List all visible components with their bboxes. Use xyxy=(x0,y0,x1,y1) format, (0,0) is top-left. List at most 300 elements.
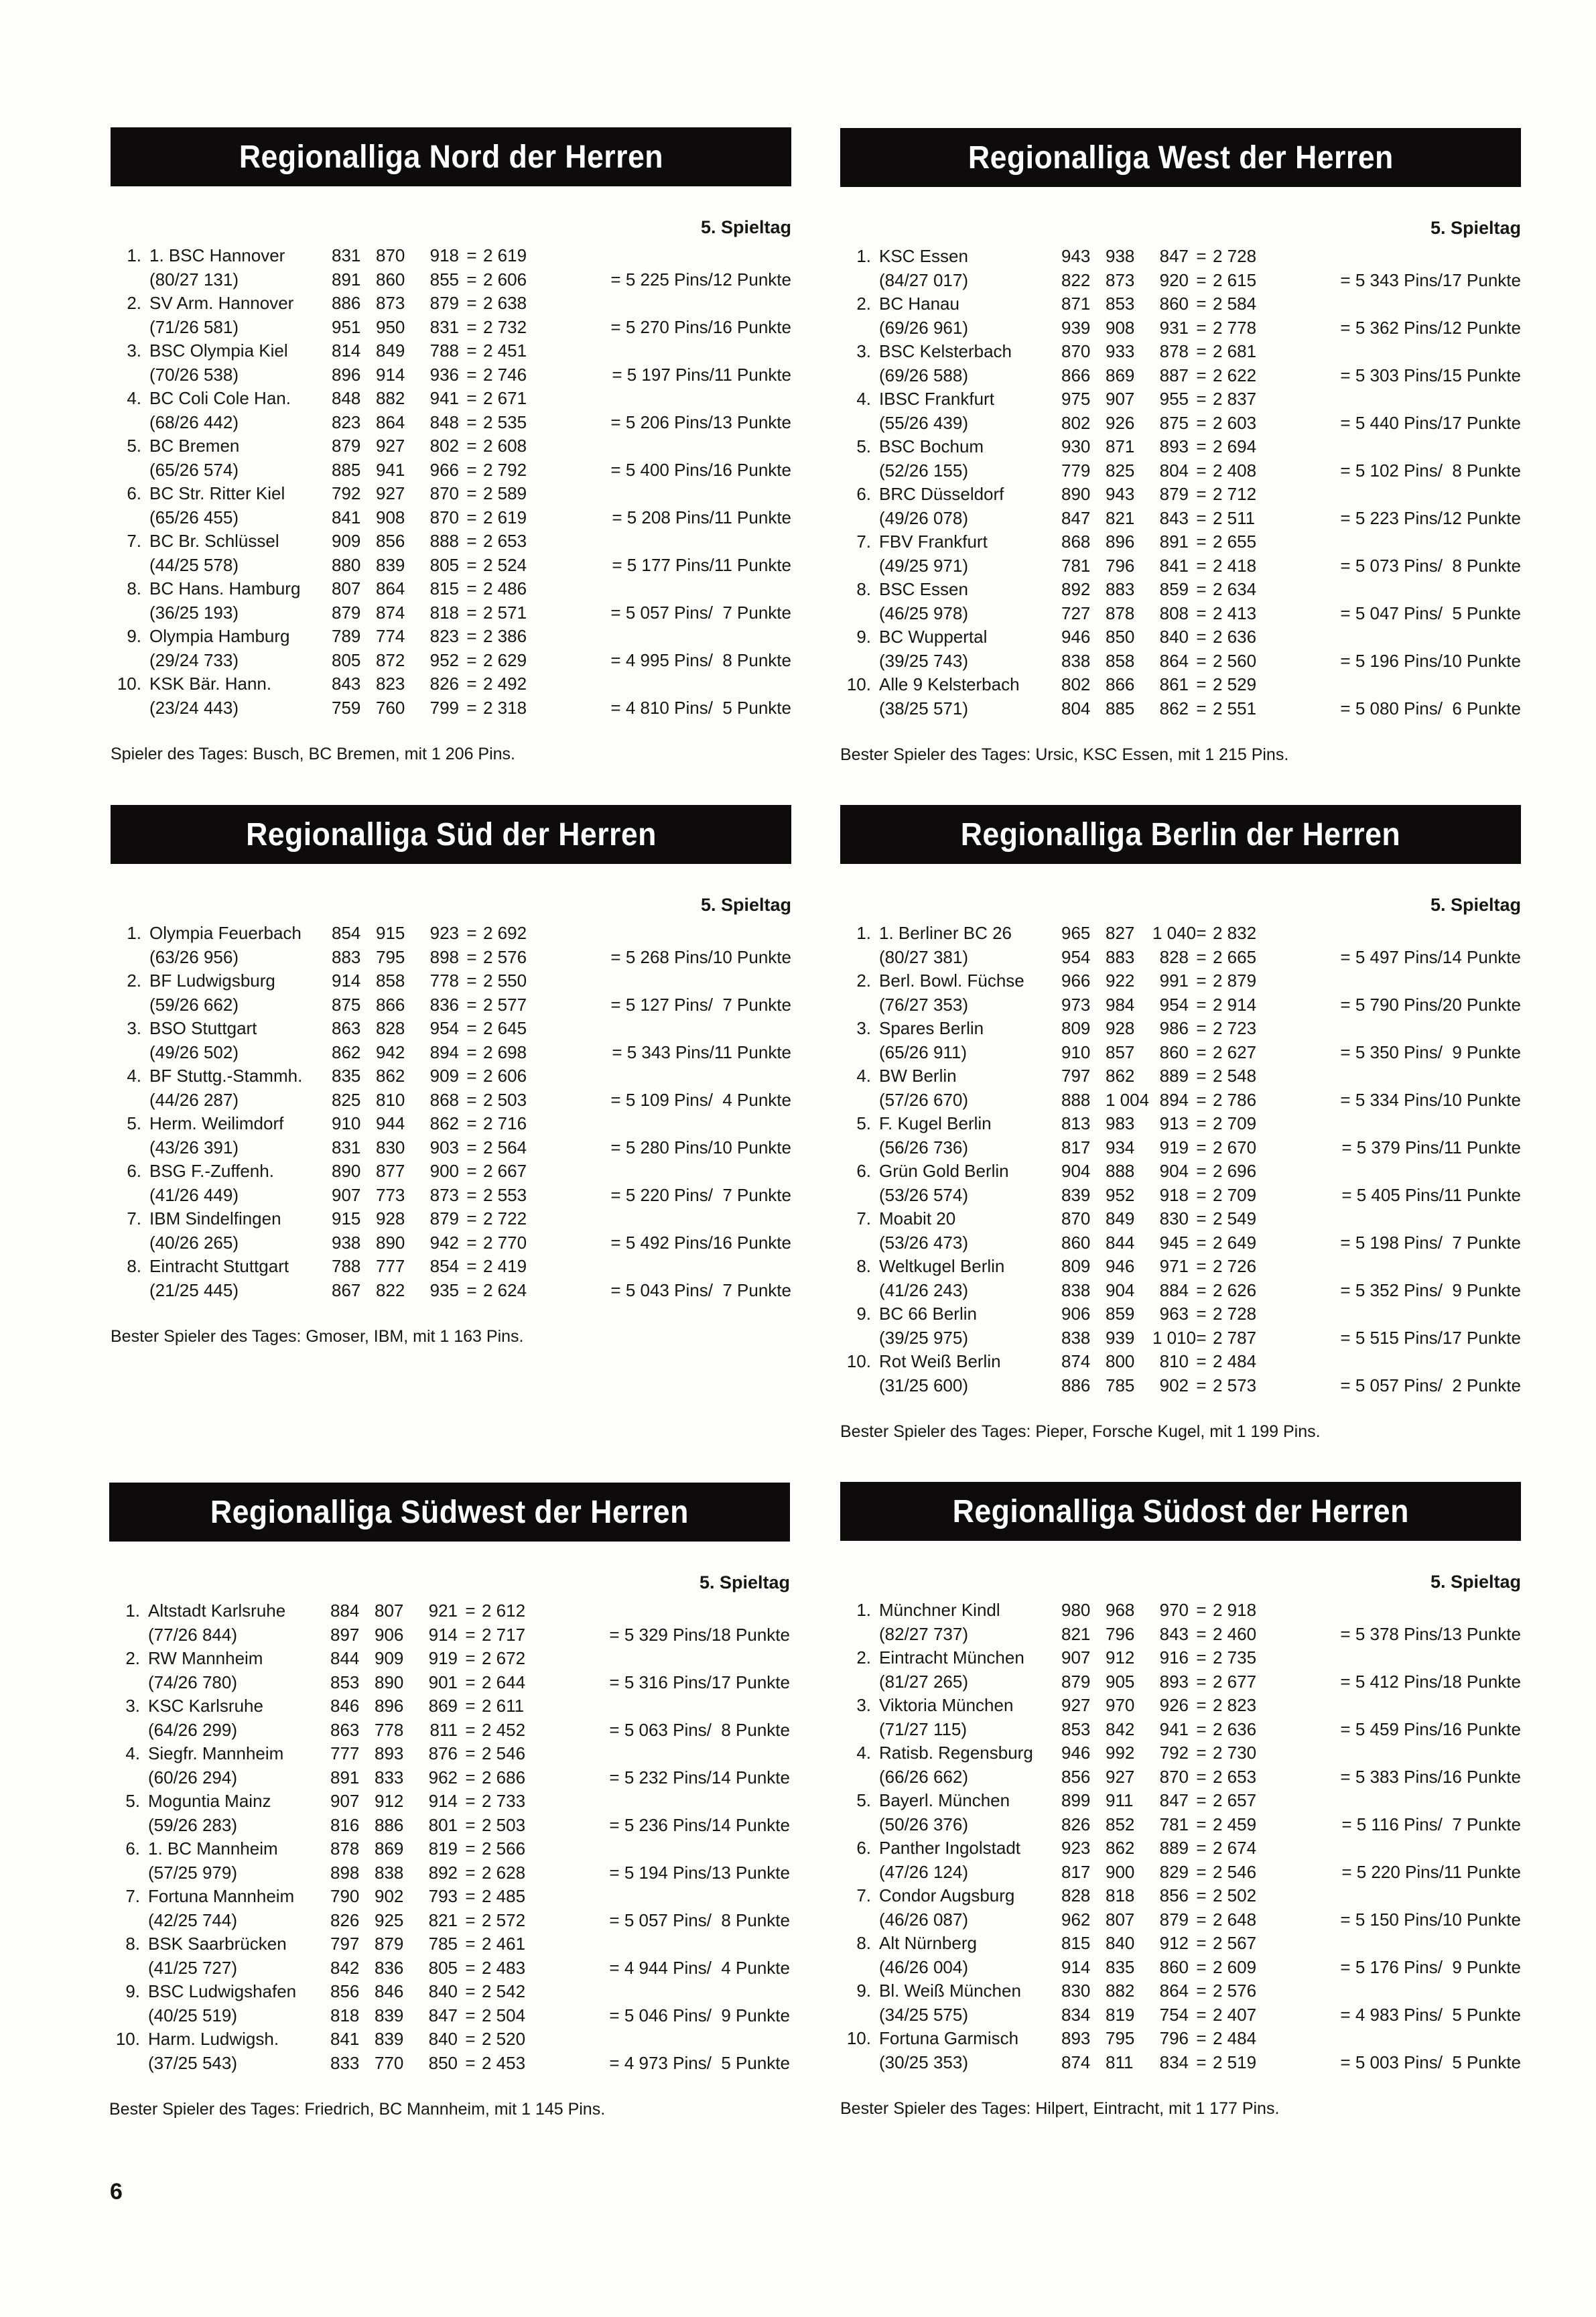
table-row xyxy=(840,1279,1521,1303)
equals-sign: = xyxy=(1196,970,1207,991)
game2-cell: 807 xyxy=(375,1601,404,1621)
rank-cell xyxy=(840,554,879,578)
game1-cell: 804 xyxy=(1061,698,1091,718)
sum-cell: 2 603 xyxy=(1213,412,1257,433)
team-cell: Olympia Feuerbach xyxy=(149,923,302,943)
rank-cell: 2. xyxy=(127,970,141,991)
sum-cell: 2 619 xyxy=(483,507,527,527)
total-cell xyxy=(531,1980,790,2004)
game3-cell: 903 xyxy=(429,1137,459,1157)
team-cell: Siegfr. Mannheim xyxy=(148,1743,284,1763)
table-row xyxy=(109,2027,790,2052)
team-cell: (59/26 662) xyxy=(149,994,239,1015)
team-cell: (49/25 971) xyxy=(879,555,968,576)
game2-cell: 890 xyxy=(375,1672,404,1692)
sum-cell: 2 879 xyxy=(1213,970,1257,991)
rank-cell: 7. xyxy=(856,1885,871,1905)
game1-cell: 805 xyxy=(332,649,361,670)
rank-cell: 10. xyxy=(846,2028,871,2048)
sum-cell: 2 672 xyxy=(482,1648,526,1668)
section-sued xyxy=(111,805,791,1348)
total-cell xyxy=(1262,1302,1521,1326)
sum-cell: 2 698 xyxy=(483,1042,527,1062)
table-row xyxy=(111,625,791,649)
table-row xyxy=(840,1670,1521,1694)
results-table xyxy=(840,1599,1521,2074)
equals-sign: = xyxy=(466,412,477,432)
sum-cell: 2 318 xyxy=(483,697,527,718)
rank-cell: 3. xyxy=(127,340,141,361)
game2-cell: 866 xyxy=(376,994,405,1015)
equals-sign: = xyxy=(465,1909,476,1930)
game1-cell: 863 xyxy=(330,1719,360,1740)
table-row xyxy=(111,482,791,506)
game3-cell: 828 xyxy=(1159,946,1189,967)
equals-sign: = xyxy=(466,1279,477,1300)
rank-cell xyxy=(840,2051,879,2075)
game2-cell: 842 xyxy=(1106,1718,1135,1739)
total-cell: = 5 197 Pins/11 Punkte xyxy=(612,364,791,385)
table-row xyxy=(840,364,1521,388)
game3-cell: 898 xyxy=(429,946,459,967)
game3-cell: 810 xyxy=(1159,1351,1189,1371)
rank-cell xyxy=(840,649,879,674)
total-cell xyxy=(531,1932,790,1956)
team-cell: Rot Weiß Berlin xyxy=(879,1351,1001,1371)
equals-sign: = xyxy=(466,602,477,623)
equals-sign: = xyxy=(465,2029,476,2049)
equals-sign: = xyxy=(465,1838,476,1859)
total-cell xyxy=(531,1647,790,1671)
table-row xyxy=(840,673,1521,697)
game2-cell: 760 xyxy=(376,697,405,718)
team-cell: Alle 9 Kelsterbach xyxy=(879,674,1020,694)
total-cell xyxy=(533,577,791,601)
game3-cell: 847 xyxy=(428,2005,458,2025)
table-row xyxy=(109,1647,790,1671)
game2-cell: 857 xyxy=(1106,1042,1135,1062)
equals-sign: = xyxy=(466,970,477,991)
team-cell: (50/26 376) xyxy=(879,1814,968,1834)
total-cell: = 4 810 Pins/ 5 Punkte xyxy=(610,697,791,718)
total-cell xyxy=(1262,1017,1521,1041)
equals-sign: = xyxy=(466,1042,477,1062)
game1-cell: 856 xyxy=(1061,1766,1091,1787)
sum-cell: 2 696 xyxy=(1213,1161,1257,1181)
results-table xyxy=(109,1599,790,2075)
game3-cell: 840 xyxy=(428,1981,458,2001)
matchday-label: 5. Spieltag xyxy=(700,217,791,237)
equals-sign: = xyxy=(466,1089,477,1110)
game3-cell: 841 xyxy=(1159,555,1189,576)
game2-cell: 807 xyxy=(1106,1909,1135,1930)
sum-cell: 2 674 xyxy=(1213,1838,1257,1858)
total-cell xyxy=(1262,292,1521,316)
sum-cell: 2 778 xyxy=(1213,317,1257,338)
sum-cell: 2 730 xyxy=(1213,1743,1257,1763)
game3-cell: 919 xyxy=(1159,1137,1189,1157)
game2-cell: 896 xyxy=(375,1696,404,1716)
game1-cell: 907 xyxy=(330,1791,360,1811)
total-cell: = 5 378 Pins/13 Punkte xyxy=(1340,1623,1521,1644)
team-cell: FBV Frankfurt xyxy=(879,531,988,552)
game2-cell: 777 xyxy=(376,1256,405,1276)
sum-cell: 2 918 xyxy=(1213,1600,1257,1620)
total-cell: = 5 003 Pins/ 5 Punkte xyxy=(1340,2052,1521,2072)
total-cell: = 5 412 Pins/18 Punkte xyxy=(1340,1671,1521,1692)
game3-cell: 902 xyxy=(1159,1375,1189,1395)
total-cell xyxy=(533,969,791,993)
results-table xyxy=(111,244,791,720)
equals-sign: = xyxy=(466,649,477,670)
game2-cell: 869 xyxy=(1106,365,1135,385)
rank-cell: 8. xyxy=(127,578,141,599)
team-cell: Viktoria München xyxy=(879,1695,1014,1715)
equals-sign: = xyxy=(465,1672,476,1692)
game2-cell: 992 xyxy=(1106,1743,1135,1763)
game1-cell: 898 xyxy=(330,1862,360,1883)
game3-cell: 811 xyxy=(429,1719,458,1740)
game3-cell: 879 xyxy=(429,293,459,313)
rank-cell: 1. xyxy=(127,245,141,265)
equals-sign: = xyxy=(466,1208,477,1229)
game1-cell: 814 xyxy=(332,340,361,361)
team-cell: (80/27 381) xyxy=(879,946,968,967)
table-row xyxy=(111,529,791,554)
team-cell: (44/25 578) xyxy=(149,554,239,575)
total-cell: = 5 057 Pins/ 8 Punkte xyxy=(609,1909,790,1930)
game1-cell: 883 xyxy=(332,946,361,967)
team-cell: BSG F.-Zuffenh. xyxy=(149,1161,274,1181)
game2-cell: 785 xyxy=(1106,1375,1135,1395)
game3-cell: 962 xyxy=(428,1767,458,1788)
section-title: Regionalliga West der Herren xyxy=(968,139,1394,176)
rank-cell: 4. xyxy=(127,388,141,408)
game1-cell: 892 xyxy=(1061,579,1091,599)
rank-cell: 2. xyxy=(856,970,871,991)
game2-cell: 870 xyxy=(376,245,405,265)
total-cell xyxy=(533,625,791,649)
team-cell: SV Arm. Hannover xyxy=(149,293,294,313)
game1-cell: 910 xyxy=(332,1113,361,1133)
team-cell: BW Berlin xyxy=(879,1066,957,1086)
rank-cell xyxy=(109,1909,148,1933)
rank-cell xyxy=(111,1041,149,1065)
equals-sign: = xyxy=(466,1184,477,1205)
rank-cell xyxy=(111,458,149,483)
table-row xyxy=(840,1207,1521,1231)
sum-cell: 2 636 xyxy=(1213,1718,1257,1739)
team-cell: 1. Berliner BC 26 xyxy=(879,923,1012,943)
equals-sign: = xyxy=(1196,1161,1207,1181)
game1-cell: 833 xyxy=(330,2052,360,2073)
team-cell: (46/26 087) xyxy=(879,1909,968,1930)
sum-cell: 2 649 xyxy=(1213,1232,1257,1253)
game1-cell: 727 xyxy=(1061,603,1091,623)
equals-sign: = xyxy=(1196,1790,1207,1810)
total-cell: = 5 046 Pins/ 9 Punkte xyxy=(609,2005,790,2025)
rank-cell xyxy=(111,1279,149,1303)
game3-cell: 805 xyxy=(428,1957,458,1978)
table-row xyxy=(109,2004,790,2028)
sum-cell: 2 419 xyxy=(483,1256,527,1276)
game2-cell: 886 xyxy=(375,1814,404,1835)
game3-cell: 860 xyxy=(1159,1956,1189,1977)
total-cell xyxy=(531,2027,790,2052)
team-cell: (42/25 744) xyxy=(148,1909,237,1930)
matchday-label: 5. Spieltag xyxy=(699,1572,790,1592)
total-cell xyxy=(1262,1160,1521,1184)
table-row xyxy=(840,1184,1521,1208)
table-row xyxy=(840,1160,1521,1184)
sum-cell: 2 629 xyxy=(483,649,527,670)
rank-cell xyxy=(840,507,879,531)
game2-cell: 839 xyxy=(376,554,405,575)
team-cell: BRC Düsseldorf xyxy=(879,484,1004,504)
sum-cell: 2 709 xyxy=(1213,1113,1257,1133)
best-player-note: Bester Spieler des Tages: Hilpert, Eintracht, mit 1 177 Pins. xyxy=(840,2099,1280,2118)
game2-cell: 853 xyxy=(1106,294,1135,314)
game3-cell: 971 xyxy=(1159,1256,1189,1276)
sum-cell: 2 653 xyxy=(483,531,527,551)
rank-cell: 7. xyxy=(127,1208,141,1229)
table-row xyxy=(109,1885,790,1909)
team-cell: (69/26 588) xyxy=(879,365,968,385)
results-table xyxy=(111,922,791,1302)
sum-cell: 2 692 xyxy=(483,923,527,943)
rank-cell xyxy=(840,459,879,483)
equals-sign: = xyxy=(1196,1232,1207,1253)
equals-sign: = xyxy=(1196,1695,1207,1715)
equals-sign: = xyxy=(1196,1137,1207,1157)
team-cell: (44/26 287) xyxy=(149,1089,239,1110)
sum-cell: 2 645 xyxy=(483,1018,527,1038)
total-cell xyxy=(1262,1646,1521,1670)
game2-cell: 968 xyxy=(1106,1600,1135,1620)
game1-cell: 853 xyxy=(1061,1718,1091,1739)
rank-cell xyxy=(111,268,149,292)
team-cell: Ratisb. Regensburg xyxy=(879,1743,1033,1763)
game1-cell: 809 xyxy=(1061,1018,1091,1038)
rank-cell xyxy=(840,316,879,340)
equals-sign: = xyxy=(1196,1089,1207,1110)
game2-cell: 864 xyxy=(376,578,405,599)
table-row xyxy=(840,2051,1521,2075)
rank-cell: 3. xyxy=(856,1695,871,1715)
team-cell: (36/25 193) xyxy=(149,602,239,623)
game2-cell: 942 xyxy=(376,1042,405,1062)
game2-cell: 872 xyxy=(376,649,405,670)
team-cell: BC Wuppertal xyxy=(879,627,988,647)
team-cell: BC 66 Berlin xyxy=(879,1304,977,1324)
sum-cell: 2 732 xyxy=(483,316,527,337)
matchday-label: 5. Spieltag xyxy=(700,895,791,915)
total-cell xyxy=(1262,483,1521,507)
game2-cell: 946 xyxy=(1106,1256,1135,1276)
table-row xyxy=(111,458,791,483)
total-cell xyxy=(533,1207,791,1231)
total-cell: = 5 236 Pins/14 Punkte xyxy=(609,1814,790,1835)
total-cell: = 5 223 Pins/12 Punkte xyxy=(1340,507,1521,528)
table-row xyxy=(111,1017,791,1041)
rank-cell xyxy=(840,1041,879,1065)
team-cell: (57/25 979) xyxy=(148,1862,237,1883)
rank-cell xyxy=(111,411,149,435)
sum-cell: 2 407 xyxy=(1213,2004,1257,2025)
total-cell: = 4 995 Pins/ 8 Punkte xyxy=(610,649,791,670)
table-row xyxy=(840,1623,1521,1647)
game1-cell: 841 xyxy=(332,507,361,527)
game3-cell: 754 xyxy=(1159,2004,1189,2025)
game2-cell: 888 xyxy=(1106,1161,1135,1181)
game3-cell: 818 xyxy=(429,602,459,623)
total-cell: = 5 057 Pins/ 2 Punkte xyxy=(1340,1375,1521,1395)
total-cell: = 5 177 Pins/11 Punkte xyxy=(612,554,791,575)
table-row xyxy=(840,1741,1521,1765)
game3-cell: 954 xyxy=(429,1018,459,1038)
game1-cell: 879 xyxy=(1061,1671,1091,1692)
rank-cell xyxy=(111,554,149,578)
game2-cell: 862 xyxy=(1106,1838,1135,1858)
total-cell: = 4 983 Pins/ 5 Punkte xyxy=(1340,2004,1521,2025)
table-row xyxy=(840,1374,1521,1398)
total-cell: = 5 073 Pins/ 8 Punkte xyxy=(1340,555,1521,576)
equals-sign: = xyxy=(1196,1838,1207,1858)
equals-sign: = xyxy=(1196,555,1207,576)
game1-cell: 802 xyxy=(1061,674,1091,694)
team-cell: IBSC Frankfurt xyxy=(879,389,994,409)
sum-cell: 2 723 xyxy=(1213,1018,1257,1038)
game1-cell: 831 xyxy=(332,245,361,265)
equals-sign: = xyxy=(1196,1113,1207,1133)
team-cell: Fortuna Mannheim xyxy=(148,1886,295,1906)
game1-cell: 856 xyxy=(330,1981,360,2001)
team-cell: (63/26 956) xyxy=(149,946,239,967)
section-title: Regionalliga Südost der Herren xyxy=(952,1493,1409,1529)
game1-cell: 886 xyxy=(332,293,361,313)
equals-sign: = xyxy=(465,1648,476,1668)
game1-cell: 888 xyxy=(1061,1089,1091,1110)
total-cell xyxy=(531,1742,790,1766)
equals-sign: = xyxy=(465,1696,476,1716)
rank-cell: 5. xyxy=(127,436,141,456)
game2-cell: 928 xyxy=(376,1208,405,1229)
game1-cell: 862 xyxy=(332,1042,361,1062)
table-row xyxy=(840,1017,1521,1041)
rank-cell xyxy=(840,1374,879,1398)
game1-cell: 779 xyxy=(1061,460,1091,481)
team-cell: RW Mannheim xyxy=(148,1648,263,1668)
equals-sign: = xyxy=(1196,484,1207,504)
table-row xyxy=(111,601,791,625)
total-cell: = 5 109 Pins/ 4 Punkte xyxy=(610,1089,791,1110)
rank-cell xyxy=(840,1908,879,1932)
game2-cell: 810 xyxy=(376,1089,405,1110)
total-cell: = 5 270 Pins/16 Punkte xyxy=(610,316,791,337)
game1-cell: 897 xyxy=(330,1624,360,1645)
sum-cell: 2 615 xyxy=(1213,269,1257,290)
game2-cell: 883 xyxy=(1106,579,1135,599)
equals-sign: = xyxy=(465,1791,476,1811)
total-cell xyxy=(1262,1789,1521,1813)
game1-cell: 835 xyxy=(332,1066,361,1086)
game2-cell: 795 xyxy=(376,946,405,967)
game1-cell: 844 xyxy=(330,1648,360,1668)
rank-cell: 3. xyxy=(856,1018,871,1038)
rank-cell xyxy=(840,993,879,1017)
team-cell: BSC Ludwigshafen xyxy=(148,1981,297,2001)
equals-sign: = xyxy=(1196,389,1207,409)
game2-cell: 882 xyxy=(376,388,405,408)
team-cell: 1. BC Mannheim xyxy=(148,1838,278,1859)
game3-cell: 879 xyxy=(429,1208,459,1229)
team-cell: (80/27 131) xyxy=(149,269,239,290)
equals-sign: = xyxy=(466,697,477,718)
rank-cell xyxy=(840,602,879,626)
rank-cell xyxy=(840,412,879,436)
game2-cell: 906 xyxy=(375,1624,404,1645)
table-row xyxy=(109,1932,790,1956)
sum-cell: 2 792 xyxy=(483,459,527,480)
total-cell: = 5 316 Pins/17 Punkte xyxy=(609,1672,790,1692)
game3-cell: 854 xyxy=(429,1256,459,1276)
team-cell: BC Br. Schlüssel xyxy=(149,531,279,551)
sum-cell: 2 524 xyxy=(483,554,527,575)
game2-cell: 914 xyxy=(376,364,405,385)
equals-sign: = xyxy=(1196,1909,1207,1930)
equals-sign: = xyxy=(1196,507,1207,528)
game3-cell: 889 xyxy=(1159,1066,1189,1086)
rank-cell xyxy=(111,1088,149,1113)
game2-cell: 874 xyxy=(376,602,405,623)
team-cell: BSC Essen xyxy=(879,579,968,599)
section-title: Regionalliga Nord der Herren xyxy=(239,139,663,175)
rank-cell xyxy=(840,2003,879,2027)
team-cell: Harm. Ludwigsh. xyxy=(148,2029,279,2049)
team-cell: Grün Gold Berlin xyxy=(879,1161,1009,1181)
equals-sign: = xyxy=(1196,412,1207,433)
game1-cell: 841 xyxy=(330,2029,360,2049)
game3-cell: 847 xyxy=(1159,1790,1189,1810)
team-cell: 1. BSC Hannover xyxy=(149,245,285,265)
equals-sign: = xyxy=(466,578,477,599)
game3-cell: 799 xyxy=(429,697,459,718)
game3-cell: 860 xyxy=(1159,294,1189,314)
team-cell: BSC Bochum xyxy=(879,436,984,456)
team-cell: Panther Ingolstadt xyxy=(879,1838,1021,1858)
page-number: 6 xyxy=(110,2179,123,2204)
equals-sign: = xyxy=(466,1113,477,1133)
game3-cell: 808 xyxy=(1159,603,1189,623)
team-cell: (41/25 727) xyxy=(148,1957,237,1978)
team-cell: (64/26 299) xyxy=(148,1719,237,1740)
table-row xyxy=(111,506,791,530)
matchday-label: 5. Spieltag xyxy=(1430,895,1521,915)
section-west xyxy=(840,128,1521,766)
game2-cell: 836 xyxy=(375,1957,404,1978)
equals-sign: = xyxy=(466,1161,477,1181)
team-cell: F. Kugel Berlin xyxy=(879,1113,992,1133)
table-row xyxy=(840,1088,1521,1113)
table-row xyxy=(111,292,791,316)
total-cell xyxy=(1262,922,1521,946)
rank-cell: 9. xyxy=(856,627,871,647)
rank-cell: 3. xyxy=(125,1696,140,1716)
total-cell xyxy=(1262,1932,1521,1956)
table-row xyxy=(111,411,791,435)
game1-cell: 759 xyxy=(332,697,361,718)
game3-cell: 909 xyxy=(429,1066,459,1086)
